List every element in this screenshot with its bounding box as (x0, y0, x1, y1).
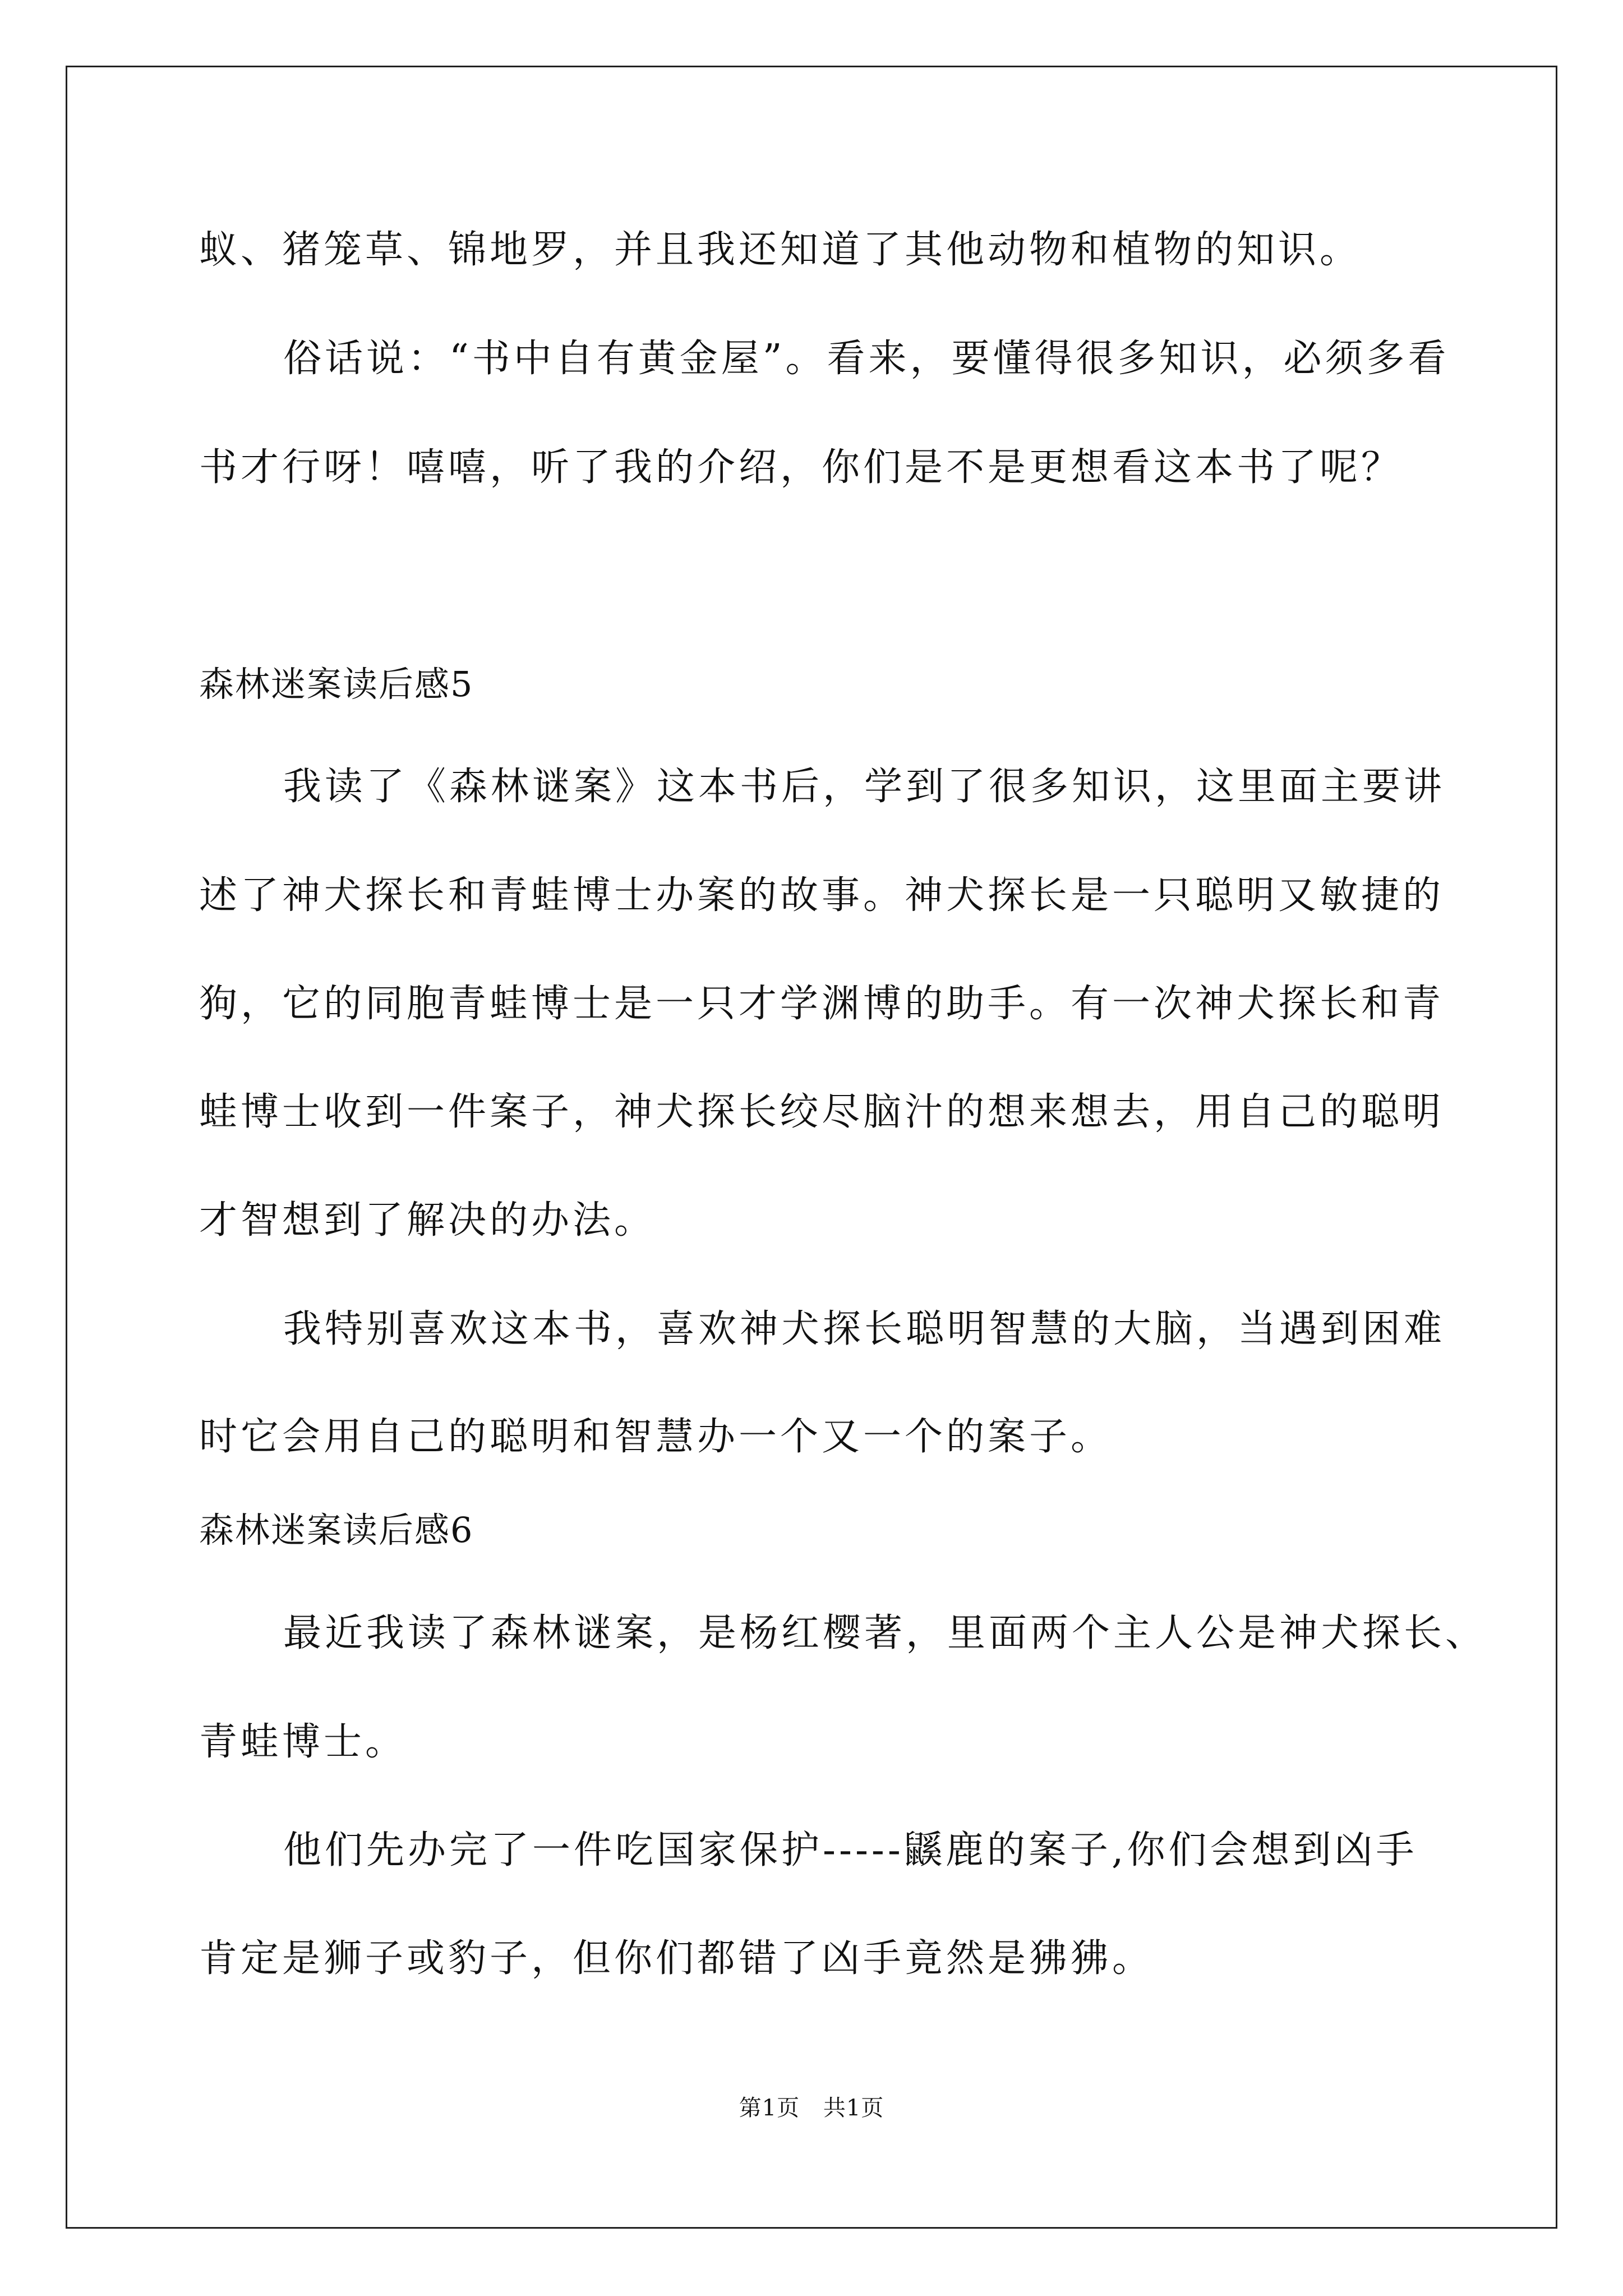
section-heading: 森林迷案读后感6 (199, 1510, 474, 1550)
paragraph-line: 青蛙博士。 (199, 1720, 407, 1764)
paragraph-line: 他们先办完了一件吃国家保护-----鼷鹿的案子,你们会想到凶手 (283, 1828, 1418, 1872)
paragraph-line: 我特别喜欢这本书，喜欢神犬探长聪明智慧的大脑，当遇到困难 (283, 1307, 1446, 1351)
paragraph-line: 我读了《森林谜案》这本书后，学到了很多知识，这里面主要讲 (283, 765, 1446, 809)
paragraph-line: 肯定是狮子或豹子，但你们都错了凶手竟然是狒狒。 (199, 1936, 1154, 1981)
paragraph-line: 时它会用自己的聪明和智慧办一个又一个的案子。 (199, 1415, 1113, 1459)
paragraph-line: 俗话说：“书中自有黄金屋”。看来，要懂得很多知识，必须多看 (283, 337, 1450, 381)
paragraph-line: 述了神犬探长和青蛙博士办案的故事。神犬探长是一只聪明又敏捷的 (199, 873, 1445, 918)
page-footer (0, 2092, 1623, 2124)
page-number: 第1页 (739, 2095, 800, 2121)
paragraph-line: 蚁、猪笼草、锦地罗，并且我还知道了其他动物和植物的知识。 (199, 228, 1362, 272)
page-total: 共1页 (823, 2095, 884, 2121)
page-border (66, 66, 1557, 2229)
paragraph-line: 最近我读了森林谜案，是杨红樱著，里面两个主人公是神犬探长、 (283, 1611, 1487, 1655)
section-heading: 森林迷案读后感5 (199, 664, 474, 705)
paragraph-line: 才智想到了解决的办法。 (199, 1198, 656, 1243)
paragraph-line: 书才行呀！嘻嘻，听了我的介绍，你们是不是更想看这本书了呢？ (199, 445, 1403, 490)
paragraph-line: 蛙博士收到一件案子，神犬探长绞尽脑汁的想来想去，用自己的聪明 (199, 1090, 1445, 1134)
paragraph-line: 狗，它的同胞青蛙博士是一只才学渊博的助手。有一次神犬探长和青 (199, 982, 1445, 1026)
